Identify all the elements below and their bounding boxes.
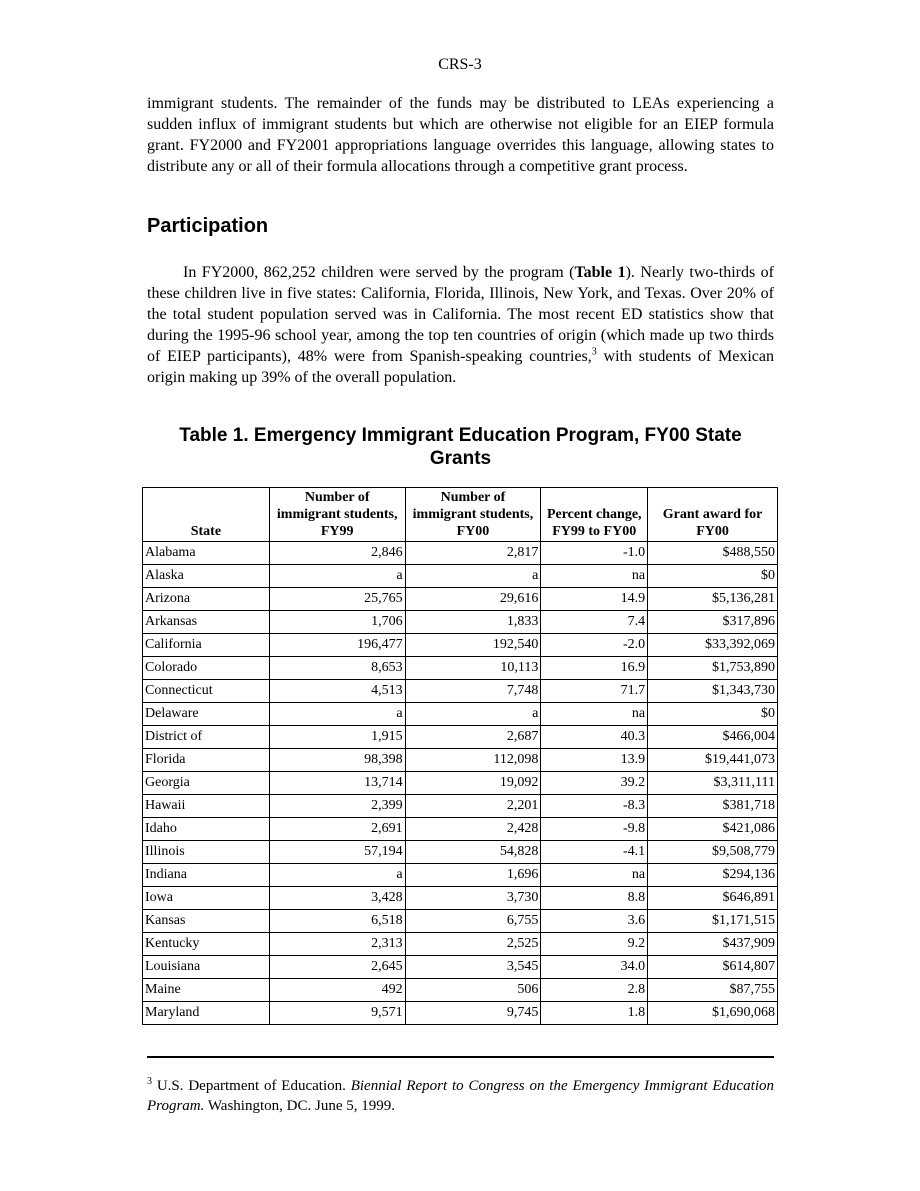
grant-award-cell: $87,755 — [648, 979, 778, 1002]
fy00-students-cell: 19,092 — [405, 772, 541, 795]
participation-text-b: ). Nearly two-thirds of these children live in five states: California, Florida, Illinois, New York, and Texas. Over 20% of the total student population served was in California. The most recent ED statistics show that during the 1995-96 school year, among the top ten countries of origin (which made up two thirds of EIEP participants), 48% were from Spanish-speaking countries, — [147, 264, 774, 365]
percent-change-cell: -9.8 — [541, 818, 648, 841]
state-cell: Arkansas — [143, 611, 270, 634]
fy00-students-cell: 2,525 — [405, 933, 541, 956]
grant-award-cell: $1,690,068 — [648, 1002, 778, 1025]
percent-change-cell: na — [541, 703, 648, 726]
fy00-students-cell: 7,748 — [405, 680, 541, 703]
table-row — [143, 542, 778, 565]
percent-change-cell: -1.0 — [541, 542, 648, 565]
fy99-students-cell: 492 — [269, 979, 405, 1002]
table-row — [143, 565, 778, 588]
fy99-students-cell: 1,915 — [269, 726, 405, 749]
fy00-students-cell: 3,730 — [405, 887, 541, 910]
table-row — [143, 864, 778, 887]
percent-change-cell: 13.9 — [541, 749, 648, 772]
fy99-students-cell: 2,645 — [269, 956, 405, 979]
grant-award-cell: $466,004 — [648, 726, 778, 749]
fy00-students-cell: 9,745 — [405, 1002, 541, 1025]
percent-change-cell: -2.0 — [541, 634, 648, 657]
column-header-fy00-students: Number of immigrant students, FY00 — [405, 488, 541, 542]
state-cell: Georgia — [143, 772, 270, 795]
fy00-students-cell: 2,817 — [405, 542, 541, 565]
state-cell: Hawaii — [143, 795, 270, 818]
fy00-students-cell: 506 — [405, 979, 541, 1002]
percent-change-cell: na — [541, 565, 648, 588]
percent-change-cell: 34.0 — [541, 956, 648, 979]
grant-award-cell: $33,392,069 — [648, 634, 778, 657]
grant-award-cell: $3,311,111 — [648, 772, 778, 795]
percent-change-cell: na — [541, 864, 648, 887]
state-cell: Maryland — [143, 1002, 270, 1025]
state-cell: Alaska — [143, 565, 270, 588]
state-cell: Illinois — [143, 841, 270, 864]
state-cell: Idaho — [143, 818, 270, 841]
table-row — [143, 772, 778, 795]
fy99-students-cell: a — [269, 565, 405, 588]
state-cell: Indiana — [143, 864, 270, 887]
state-cell: Delaware — [143, 703, 270, 726]
footnote-divider — [147, 1056, 774, 1058]
grant-award-cell: $646,891 — [648, 887, 778, 910]
footnote-text-a: U.S. Department of Education. — [152, 1078, 351, 1094]
percent-change-cell: 16.9 — [541, 657, 648, 680]
percent-change-cell: 2.8 — [541, 979, 648, 1002]
table-row — [143, 979, 778, 1002]
state-cell: Connecticut — [143, 680, 270, 703]
grant-award-cell: $488,550 — [648, 542, 778, 565]
table-row — [143, 726, 778, 749]
fy99-students-cell: a — [269, 703, 405, 726]
percent-change-cell: 9.2 — [541, 933, 648, 956]
fy99-students-cell: 98,398 — [269, 749, 405, 772]
table-row — [143, 887, 778, 910]
fy99-students-cell: 196,477 — [269, 634, 405, 657]
grant-award-cell: $381,718 — [648, 795, 778, 818]
page-number-header: CRS-3 — [438, 56, 482, 73]
grant-award-cell: $0 — [648, 703, 778, 726]
fy99-students-cell: 3,428 — [269, 887, 405, 910]
fy99-students-cell: 2,846 — [269, 542, 405, 565]
percent-change-cell: 39.2 — [541, 772, 648, 795]
grant-award-cell: $437,909 — [648, 933, 778, 956]
grant-award-cell: $0 — [648, 565, 778, 588]
fy99-students-cell: 8,653 — [269, 657, 405, 680]
percent-change-cell: 7.4 — [541, 611, 648, 634]
table-row — [143, 611, 778, 634]
grant-award-cell: $317,896 — [648, 611, 778, 634]
fy99-students-cell: 4,513 — [269, 680, 405, 703]
grant-award-cell: $1,171,515 — [648, 910, 778, 933]
fy99-students-cell: 13,714 — [269, 772, 405, 795]
footnote — [147, 1076, 774, 1116]
column-header-fy99-students: Number of immigrant students, FY99 — [269, 488, 405, 542]
percent-change-cell: 3.6 — [541, 910, 648, 933]
table-row — [143, 657, 778, 680]
table-row — [143, 956, 778, 979]
grant-award-cell: $421,086 — [648, 818, 778, 841]
table-row — [143, 749, 778, 772]
fy00-students-cell: 2,201 — [405, 795, 541, 818]
participation-text-c: with students of Mexican origin making up 39% of the overall population. — [147, 348, 775, 386]
intro-paragraph: immigrant students. The remainder of the funds may be distributed to LEAs experiencing a sudden influx of immigrant students but which are otherwise not eligible for an EIEP formula grant. FY2000 and FY2001 appropriations language overrides this language, allowing states to distribute any or all of their formula allocations through a competitive grant process. — [147, 95, 774, 175]
state-grants-table — [142, 487, 778, 1025]
fy00-students-cell: 54,828 — [405, 841, 541, 864]
state-cell: Colorado — [143, 657, 270, 680]
fy00-students-cell: a — [405, 565, 541, 588]
footnote-reference: 3 — [591, 346, 597, 358]
grant-award-cell: $1,343,730 — [648, 680, 778, 703]
percent-change-cell: 8.8 — [541, 887, 648, 910]
fy99-students-cell: 1,706 — [269, 611, 405, 634]
fy00-students-cell: 1,696 — [405, 864, 541, 887]
state-cell: Kentucky — [143, 933, 270, 956]
table-header-row — [143, 488, 778, 542]
fy00-students-cell: 2,428 — [405, 818, 541, 841]
fy99-students-cell: 6,518 — [269, 910, 405, 933]
table-row — [143, 933, 778, 956]
percent-change-cell: -4.1 — [541, 841, 648, 864]
fy00-students-cell: 29,616 — [405, 588, 541, 611]
column-header-percent-change: Percent change, FY99 to FY00 — [541, 488, 648, 542]
grant-award-cell: $9,508,779 — [648, 841, 778, 864]
table-reference: Table 1 — [574, 264, 626, 281]
fy00-students-cell: 192,540 — [405, 634, 541, 657]
grant-award-cell: $1,753,890 — [648, 657, 778, 680]
table-row — [143, 703, 778, 726]
percent-change-cell: 14.9 — [541, 588, 648, 611]
fy00-students-cell: 1,833 — [405, 611, 541, 634]
footnote-mark: 3 — [147, 1076, 152, 1087]
table-row — [143, 818, 778, 841]
fy00-students-cell: 112,098 — [405, 749, 541, 772]
percent-change-cell: -8.3 — [541, 795, 648, 818]
fy99-students-cell: 57,194 — [269, 841, 405, 864]
table-caption: Table 1. Emergency Immigrant Education Program, FY00 State Grants — [179, 425, 742, 469]
state-cell: District of — [143, 726, 270, 749]
participation-paragraph — [147, 262, 774, 388]
state-cell: Kansas — [143, 910, 270, 933]
table-row — [143, 634, 778, 657]
state-cell: Arizona — [143, 588, 270, 611]
fy99-students-cell: 2,691 — [269, 818, 405, 841]
state-cell: Alabama — [143, 542, 270, 565]
grant-award-cell: $19,441,073 — [648, 749, 778, 772]
state-cell: Iowa — [143, 887, 270, 910]
fy00-students-cell: 6,755 — [405, 910, 541, 933]
grant-award-cell: $5,136,281 — [648, 588, 778, 611]
fy99-students-cell: 9,571 — [269, 1002, 405, 1025]
state-cell: Florida — [143, 749, 270, 772]
state-cell: Louisiana — [143, 956, 270, 979]
column-header-state: State — [143, 488, 270, 542]
table-row — [143, 795, 778, 818]
section-heading-participation: Participation — [147, 215, 269, 237]
grant-award-cell: $614,807 — [648, 956, 778, 979]
grant-award-cell: $294,136 — [648, 864, 778, 887]
percent-change-cell: 1.8 — [541, 1002, 648, 1025]
table-row — [143, 841, 778, 864]
percent-change-cell: 40.3 — [541, 726, 648, 749]
fy99-students-cell: 2,399 — [269, 795, 405, 818]
fy00-students-cell: 2,687 — [405, 726, 541, 749]
fy00-students-cell: a — [405, 703, 541, 726]
participation-text-a: In FY2000, 862,252 children were served by the program ( — [183, 264, 575, 281]
fy00-students-cell: 3,545 — [405, 956, 541, 979]
footnote-report-title: Biennial Report to Congress on the Emergency Immigrant Education Program. — [147, 1078, 775, 1114]
fy99-students-cell: a — [269, 864, 405, 887]
state-cell: California — [143, 634, 270, 657]
percent-change-cell: 71.7 — [541, 680, 648, 703]
table-row — [143, 1002, 778, 1025]
table-row — [143, 910, 778, 933]
fy99-students-cell: 25,765 — [269, 588, 405, 611]
footnote-text-b: Washington, DC. June 5, 1999. — [204, 1098, 395, 1114]
fy00-students-cell: 10,113 — [405, 657, 541, 680]
table-row — [143, 680, 778, 703]
fy99-students-cell: 2,313 — [269, 933, 405, 956]
state-cell: Maine — [143, 979, 270, 1002]
column-header-grant-award: Grant award for FY00 — [648, 488, 778, 542]
table-row — [143, 588, 778, 611]
